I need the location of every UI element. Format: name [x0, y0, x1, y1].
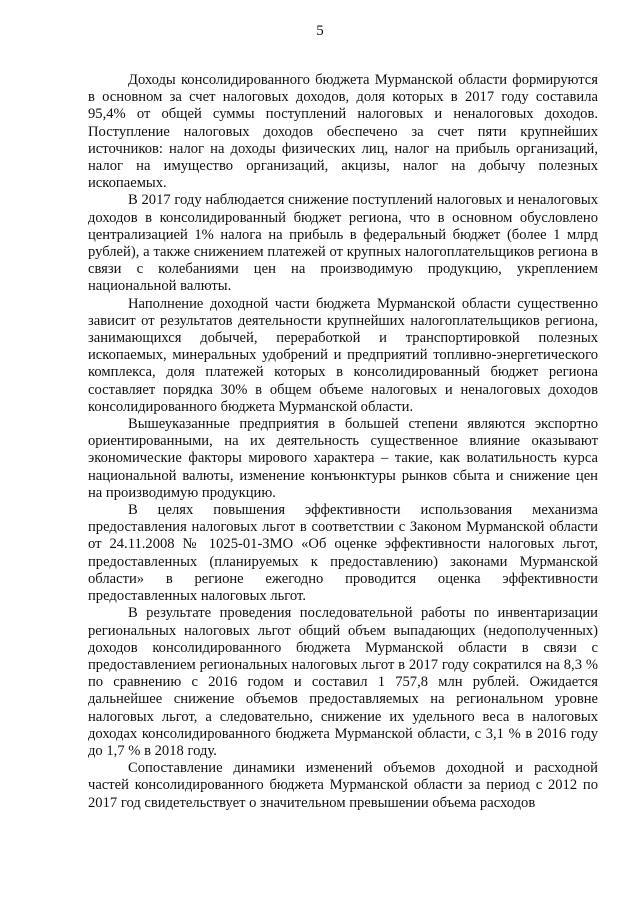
paragraph-tax-benefits-assessment: В целях повышения эффективности использования механизма предоставления налоговых льгот в соответствии с Законом Мурманской области от 24.11.2008 № 1025-01-ЗМО «Об оценке эффективности налоговых льгот, предоставленных (планируемых к предоставлению) законами Мурманской области» в регионе ежегодно проводится оценка эффективности предоставленных налоговых льгот. [88, 502, 598, 605]
paragraph-tax-benefits-inventory: В результате проведения последовательной работы по инвентаризации региональных налоговых льгот общий объем выпадающих (недополученных) доходов консолидированного бюджета Мурманской области в связи с предоставлением региональных налоговых льгот в 2017 году сократился на 8,3 % по сравнению с 2016 годом и составил 1 757,8 млн рублей. Ожидается дальнейшее снижение объемов предоставляемых на региональном уровне налоговых льгот, а следовательно, снижение их удельного веса в налоговых доходах консолидированного бюджета Мурманской области, с 3,1 % в 2016 году до 1,7 % в 2018 году. [88, 605, 598, 759]
page-number: 5 [316, 23, 324, 39]
document-body [88, 72, 598, 812]
paragraph-export-orientation: Вышеуказанные предприятия в большей степени являются экспортно ориентированными, на их деятельность существенное влияние оказывают экономические факторы мирового характера – такие, как волатильность курса национальной валюты, изменение конъюнктуры рынков сбыта и снижение цен на производимую продукцию. [88, 416, 598, 501]
paragraph-major-taxpayers: Наполнение доходной части бюджета Мурманской области существенно зависит от результатов деятельности крупнейших налогоплательщиков региона, занимающихся добычей, переработкой и транспортировкой полезных ископаемых, минеральных удобрений и предприятий топливно-энергетического комплекса, доля платежей которых в консолидированный бюджет региона составляет порядка 30% в общем объеме налоговых и неналоговых доходов консолидированного бюджета Мурманской области. [88, 295, 598, 415]
paragraph-revenue-decline-2017: В 2017 году наблюдается снижение поступлений налоговых и неналоговых доходов в консолидированный бюджет региона, что в основном обусловлено централизацией 1% налога на прибыль в федеральный бюджет (более 1 млрд рублей), а также снижением платежей от крупных налогоплательщиков региона в связи с колебаниями цен на производимую продукцию, укреплением национальной валюты. [88, 192, 598, 295]
paragraph-revenue-structure: Доходы консолидированного бюджета Мурманской области формируются в основном за счет налоговых доходов, доля которых в 2017 году составила 95,4% от общей суммы поступлений налоговых и неналоговых доходов. Поступление налоговых доходов обеспечено за счет пяти крупнейших источников: налог на доходы физических лиц, налог на прибыль организаций, налог на имущество организаций, акцизы, налог на добычу полезных ископаемых. [88, 72, 598, 192]
paragraph-revenue-expense-dynamics: Сопоставление динамики изменений объемов доходной и расходной частей консолидированного бюджета Мурманской области за период с 2012 по 2017 год свидетельствует о значительном превышении объема расходов [88, 760, 598, 811]
